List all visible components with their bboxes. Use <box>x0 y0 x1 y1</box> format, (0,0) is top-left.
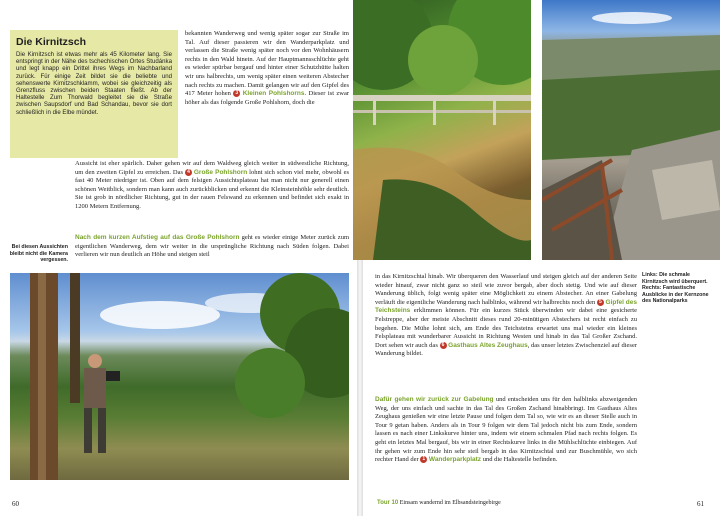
footer-tour-label: Tour 10 <box>377 500 399 506</box>
left-paragraph-3 <box>75 234 349 260</box>
place-highlight: Wanderparkplatz <box>428 456 482 464</box>
left-wide-text <box>75 160 349 212</box>
left-column-text <box>185 30 349 107</box>
waypoint-marker: 5 <box>597 299 604 306</box>
stream-bridge-photo <box>353 0 531 260</box>
paragraph-text: und die Haltestelle befinden. <box>481 456 558 464</box>
paragraph-text: bekannten Wanderweg und wenig später sogar zur Straße im Tal. Auf dieser passieren wir den Wanderparkplatz und verlassen die Straße wenig später noch vor den Wohnhäusern rechts in den Wald hinein. Auf der Hauptmannsschlüchte geht es wieder spürbar bergauf und hinter einer Schutzhütte halten wir uns halbrechts, um wenig später einen weiteren Abstecher nach rechts zu machen. Damit gelangen wir auf den Gipfel des 417 Meter hohen <box>185 30 349 98</box>
page-number-right: 61 <box>697 500 704 508</box>
page-footer <box>377 500 501 506</box>
photo-caption-right: Links: Die schmale Kirnitzsch wird überquert. Rechts: Fantastische Ausblicke in der Kernzone des Nationalparks <box>642 272 709 305</box>
rocks-photo-graphic <box>542 0 720 260</box>
right-paragraph-2 <box>375 396 637 465</box>
page-number-left: 60 <box>12 500 19 508</box>
paragraph-text: und entscheiden uns für den halblinks abzweigenden Weg, der uns einfach und sachte in das Tal des Großen Zschand hinabbringt. Im Gasthaus Altes Zeughaus genießen wir eine letzte Pause und folgen dem Tal so, wie wir es an dieser Stelle auch in Tour 9 getan haben. Anders als in Tour 9 folgen wir dem Tal jedoch nicht bis zum Ende, sondern lassen es nach einer Linkskurve hinter uns, indem wir einem schmalen Pfad nach rechts folgen. Es geht ein letztes Mal bergauf, bis wir in einer Rechtskurve links in die Mühlschlüchte einbiegen. Auf ihr gehen wir zum Ende hin sehr steil bergab in das Kirnitzschtal und zur Buschmühle, wo sich rechter Hand der <box>375 396 637 464</box>
paragraph-text: geht es wieder einige Meter zurück zum eigentlichen Wanderweg, dem wir weiter in die ursprüngliche Richtung nach Süden folgen. Dabei verlieren wir nun deutlich an Höhe und steigen steil <box>75 234 349 259</box>
info-box-title: Die Kirnitzsch <box>16 36 87 48</box>
paragraph-text: Aussicht ist eher spärlich. Daher gehen wir auf dem Waldweg gleich weiter in südwestliche Richtung, um den zweiten Gipfel zu erreichen. Das <box>75 160 349 176</box>
paragraph-text: in das Kirnitzschtal hinab. Wir überqueren den Wasserlauf und steigen gleich auf der anderen Seite wieder hinauf, zwar nicht ganz so steil wie zuvor bergab, aber doch stetig. Und wie auf dieser Wanderung üblich, folgt wenig später eine Möglichkeit zu einem Abstecher. An einer Gabelung verläuft die eigentliche Wanderung nach halblinks, während wir halbrechts noch den <box>375 273 637 306</box>
footer-title: Einsam wandernd im Elbsandsteingebirge <box>399 500 501 506</box>
paragraph-text: lohnt sich schon viel mehr, obwohl es fast 40 Meter niedriger ist. Oben auf dem felsigen Aussichtsplateau hat man nicht nur generell einen schönen Weitblick, sondern man kann auch zurückblicken und erkennt die Kleinsteinhöhle sehr deutlich. Sie ist grob in nördlicher Richtung, gut in der rauen Felswand zu erkennen und befindet sich exakt in 1200 Metern Entfernung. <box>75 168 350 210</box>
hiker-photo <box>10 273 349 480</box>
place-highlight: Gipfel des Teichsteins <box>375 298 637 315</box>
paragraph-text: erklimmen können. Für ein kurzes Stück überwinden wir dabei eine gesicherte Felstreppe, aber der meiste Abschnitt dieses rund 20-minütigen Abstechers ist recht einfach zu begehen. Die Mühe lohnt sich, am Ende des Teichsteins erwartet uns mal wieder ein kleines Felsplateau mit wunderbarer Aussicht in Richtung Westen und hinab in das Tal Großer Zschand. Dort sehen wir auch das <box>375 307 637 349</box>
paragraph-text: . Dieser ist zwar höher als das folgende Große Pohlshorn, doch die <box>185 90 350 106</box>
rock-railing-photo <box>542 0 720 260</box>
waypoint-marker: 4 <box>185 169 192 176</box>
waypoint-marker: 1 <box>420 456 427 463</box>
stream-photo-graphic <box>353 0 531 260</box>
place-highlight: Kleinen Pohlshorns <box>242 90 305 98</box>
right-paragraph-1 <box>375 273 637 359</box>
paragraph-lead: Dafür gehen wir zurück zur Gabelung <box>375 396 494 403</box>
info-box <box>10 30 178 158</box>
info-box-text: Die Kirnitzsch ist etwas mehr als 45 Kilometer lang. Sie entspringt in der Nähe des tschechischen Ortes Studánka und legt knapp ein Drittel ihres Wegs im Nachbarland zurück. Für einige Zeit bildet sie die beliebte und sehenswerte Kirnitzschklamm, wobei sie gleichzeitig als Grenzfluss zwischen beiden Staaten fließt. Ab der Haltestelle Zum Thorwald begleitet sie die Straße zwischen Saupsdorf und Bad Schandau, bevor sie dort schließlich in die Elbe mündet. <box>16 51 172 116</box>
waypoint-marker: 3 <box>233 90 240 97</box>
place-highlight: Große Pohlshorn <box>193 168 248 176</box>
waypoint-marker: 6 <box>440 342 447 349</box>
paragraph-lead: Nach dem kurzen Aufstieg auf das Große Pohlshorn <box>75 234 240 241</box>
paragraph-text: , das unser letztes Zwischenziel auf dieser Wanderung bildet. <box>375 341 637 358</box>
place-highlight: Gasthaus Altes Zeughaus <box>448 341 528 349</box>
photo-caption-left: Bei diesen Aussichten bleibt nicht die Kamera vergessen. <box>9 244 68 264</box>
hiker-photo-graphic <box>10 273 349 480</box>
